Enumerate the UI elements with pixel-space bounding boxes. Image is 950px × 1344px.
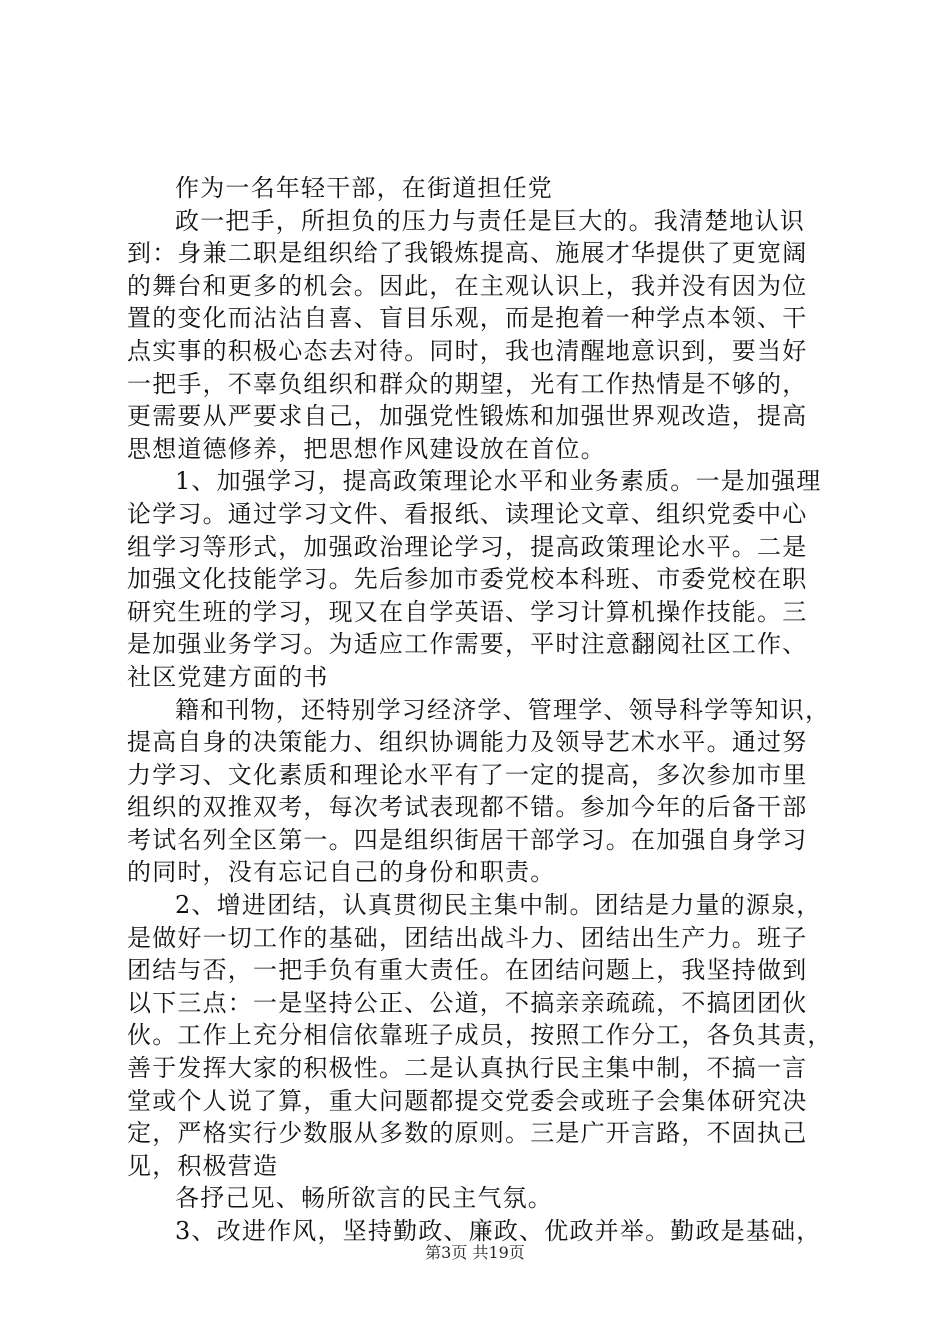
text-line: 是加强业务学习。为适应工作需要，平时注意翻阅社区工作、: [127, 630, 808, 659]
text-line: 定，严格实行少数服从多数的原则。三是广开言路，不固执己: [127, 1119, 808, 1148]
text-line: 考试名列全区第一。四是组织街居干部学习。在加强自身学习: [127, 825, 808, 854]
text-line: 置的变化而沾沾自喜、盲目乐观，而是抱着一种学点本领、干: [127, 304, 808, 333]
text-line: 1、加强学习，提高政策理论水平和业务素质。一是加强理: [175, 467, 822, 496]
text-line: 一把手，不辜负组织和群众的期望，光有工作热情是不够的，: [127, 369, 808, 398]
text-line: 组织的双推双考，每次考试表现都不错。参加今年的后备干部: [127, 793, 808, 822]
text-line: 作为一名年轻干部，在街道担任党: [175, 174, 553, 202]
text-line: 是做好一切工作的基础，团结出战斗力、团结出生产力。班子: [127, 923, 808, 952]
text-line: 籍和刊物，还特别学习经济学、管理学、领导科学等知识，: [175, 695, 831, 724]
text-line: 伙。工作上充分相信依靠班子成员，按照工作分工，各负其责，: [127, 1021, 833, 1050]
text-line: 2、增进团结，认真贯彻民主集中制。团结是力量的源泉，: [175, 891, 822, 920]
text-line: 3、改进作风，坚持勤政、廉政、优政并举。勤政是基础，: [175, 1217, 822, 1245]
page-footer: 第3页 共19页: [425, 1243, 525, 1262]
text-line: 更需要从严要求自己，加强党性锻炼和加强世界观改造，提高: [127, 402, 808, 431]
text-line: 各抒己见、畅所欲言的民主气氛。: [175, 1184, 553, 1213]
text-line: 政一把手，所担负的压力与责任是巨大的。我清楚地认识: [175, 206, 805, 235]
text-line: 团结与否，一把手负有重大责任。在团结问题上，我坚持做到: [127, 956, 808, 985]
text-line: 组学习等形式，加强政治理论学习，提高政策理论水平。二是: [127, 532, 808, 561]
text-line: 提高自身的决策能力、组织协调能力及领导艺术水平。通过努: [127, 728, 808, 757]
text-line: 堂或个人说了算，重大问题都提交党委会或班子会集体研究决: [127, 1086, 808, 1115]
text-line: 以下三点：一是坚持公正、公道，不搞亲亲疏疏，不搞团团伙: [127, 988, 808, 1017]
text-line: 力学习、文化素质和理论水平有了一定的提高，多次参加市里: [127, 760, 808, 789]
text-line: 的舞台和更多的机会。因此，在主观认识上，我并没有因为位: [127, 271, 808, 300]
text-line: 思想道德修养，把思想作风建设放在首位。: [127, 434, 606, 463]
text-line: 见，积极营造: [127, 1151, 279, 1180]
text-line: 论学习。通过学习文件、看报纸、读理论文章、组织党委中心: [127, 499, 808, 528]
text-line: 到：身兼二职是组织给了我锻炼提高、施展才华提供了更宽阔: [127, 239, 808, 268]
text-line: 善于发挥大家的积极性。二是认真执行民主集中制，不搞一言: [127, 1054, 808, 1083]
document-body: [127, 172, 847, 1248]
text-line: 研究生班的学习，现又在自学英语、学习计算机操作技能。三: [127, 597, 808, 626]
text-line: 社区党建方面的书: [127, 662, 329, 691]
text-line: 加强文化技能学习。先后参加市委党校本科班、市委党校在职: [127, 565, 808, 594]
text-line: 点实事的积极心态去对待。同时，我也清醒地意识到，要当好: [127, 336, 808, 365]
text-line: 的同时，没有忘记自己的身份和职责。: [127, 858, 556, 887]
